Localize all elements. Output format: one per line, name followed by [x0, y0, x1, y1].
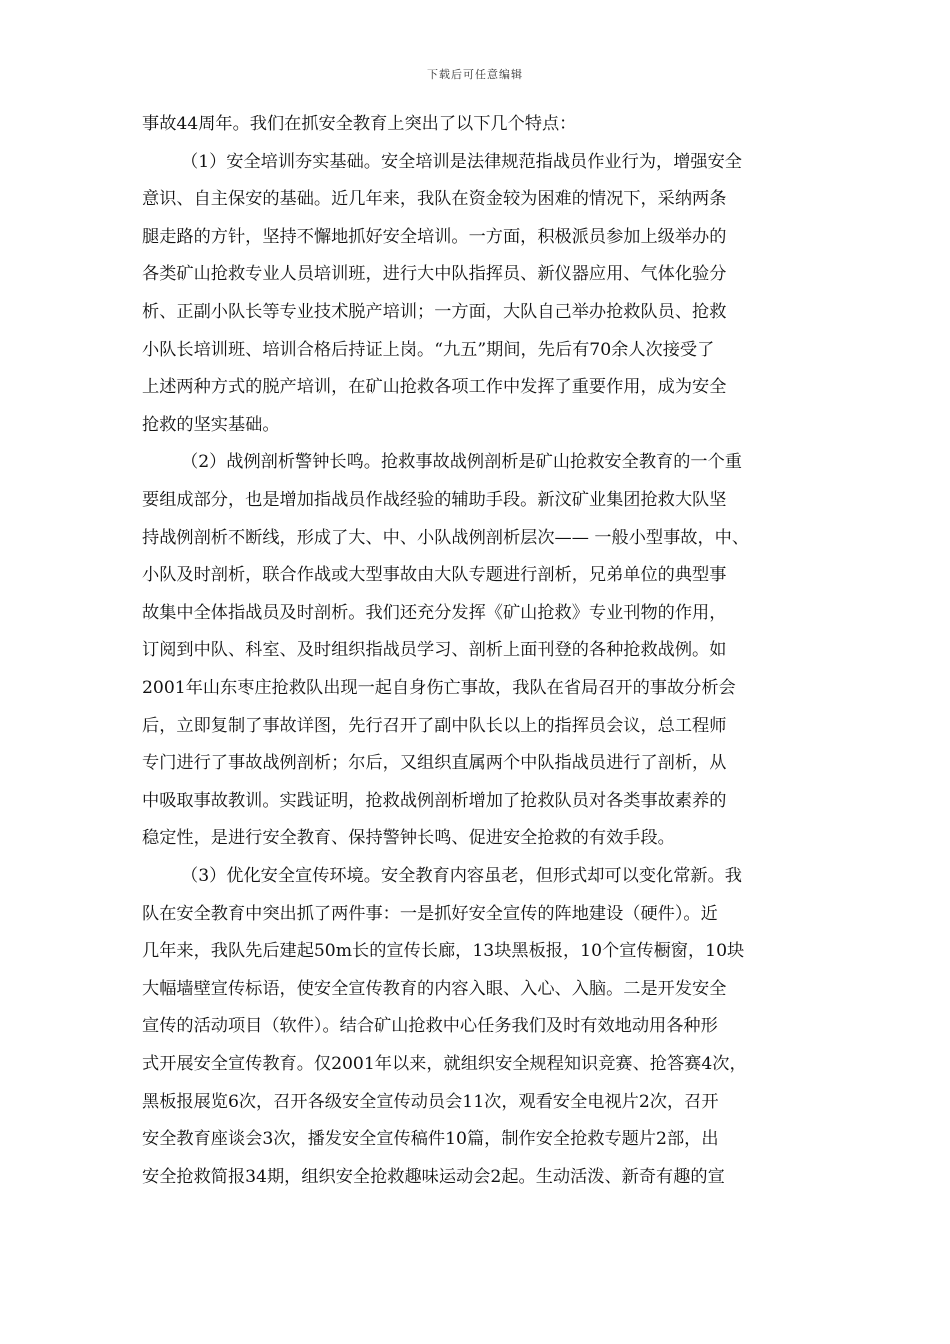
text-line: （2）战例剖析警钟长鸣。抢救事故战例剖析是矿山抢救安全教育的一个重 — [181, 452, 742, 473]
text-line: 专门进行了事故战例剖析；尔后，又组织直属两个中队指战员进行了剖析，从 — [142, 753, 727, 774]
text-line: （1）安全培训夯实基础。安全培训是法律规范指战员作业行为，增强安全 — [181, 151, 742, 172]
text-line: 2001年山东枣庄抢救队出现一起自身伤亡事故，我队在省局召开的事故分析会 — [142, 678, 736, 698]
page-header: 下载后可任意编辑 — [427, 68, 523, 81]
text-line: 安全抢救简报34期，组织安全抢救趣味运动会2起。生动活泼、新奇有趣的宣 — [142, 1166, 725, 1187]
text-line: 腿走路的方针，坚持不懈地抓好安全培训。一方面，积极派员参加上级举办的 — [142, 226, 727, 247]
text-line: 队在安全教育中突出抓了两件事：一是抓好安全宣传的阵地建设（硬件）。近 — [142, 903, 718, 924]
text-line: 小队长培训班、培训合格后持证上岗。“九五”期间，先后有70余人次接受了 — [142, 339, 715, 360]
text-line: 安全教育座谈会3次，播发安全宣传稿件10篇，制作安全抢救专题片2部，出 — [142, 1129, 719, 1150]
text-line: 式开展安全宣传教育。仅2001年以来，就组织安全规程知识竞赛、抢答赛4次， — [142, 1054, 747, 1074]
text-line: 析、正副小队长等专业技术脱产培训；一方面，大队自己举办抢救队员、抢救 — [142, 302, 727, 322]
text-line: 小队及时剖析，联合作战或大型事故由大队专题进行剖析，兄弟单位的典型事 — [142, 565, 727, 586]
text-line: 稳定性，是进行安全教育、保持警钟长鸣、促进安全抢救的有效手段。 — [142, 828, 675, 849]
text-line: 宣传的活动项目（软件）。结合矿山抢救中心任务我们及时有效地动用各种形 — [142, 1016, 718, 1037]
text-line: 黑板报展览6次，召开各级安全宣传动员会11次，观看安全电视片2次，召开 — [142, 1091, 719, 1112]
text-line: 事故44周年。我们在抓安全教育上突出了以下几个特点： — [142, 114, 577, 134]
text-line: 大幅墙壁宣传标语，使安全宣传教育的内容入眼、入心、入脑。二是开发安全 — [142, 978, 727, 999]
text-line: 意识、自主保安的基础。近几年来，我队在资金较为困难的情况下，采纳两条 — [142, 189, 727, 210]
text-line: 各类矿山抢救专业人员培训班，进行大中队指挥员、新仪器应用、气体化验分 — [142, 264, 727, 285]
text-line: 抢救的坚实基础。 — [142, 414, 280, 435]
text-line: 故集中全体指战员及时剖析。我们还充分发挥《矿山抢救》专业刊物的作用， — [142, 602, 727, 623]
text-line: （3）优化安全宣传环境。安全教育内容虽老，但形式却可以变化常新。我 — [181, 866, 742, 886]
text-line: 几年来，我队先后建起50m长的宣传长廊，13块黑板报，10个宣传橱窗，10块 — [142, 941, 745, 962]
text-line: 持战例剖析不断线，形成了大、中、小队战例剖析层次—— 一般小型事故，中、 — [142, 527, 750, 548]
text-line: 订阅到中队、科室、及时组织指战员学习、剖析上面刊登的各种抢救战例。如 — [142, 640, 727, 661]
text-line: 中吸取事故教训。实践证明，抢救战例剖析增加了抢救队员对各类事故素养的 — [142, 790, 727, 811]
text-line: 要组成部分，也是增加指战员作战经验的辅助手段。新汶矿业集团抢救大队坚 — [142, 490, 727, 510]
text-line: 上述两种方式的脱产培训，在矿山抢救各项工作中发挥了重要作用，成为安全 — [142, 377, 727, 398]
text-line: 后，立即复制了事故详图，先行召开了副中队长以上的指挥员会议，总工程师 — [142, 715, 727, 736]
